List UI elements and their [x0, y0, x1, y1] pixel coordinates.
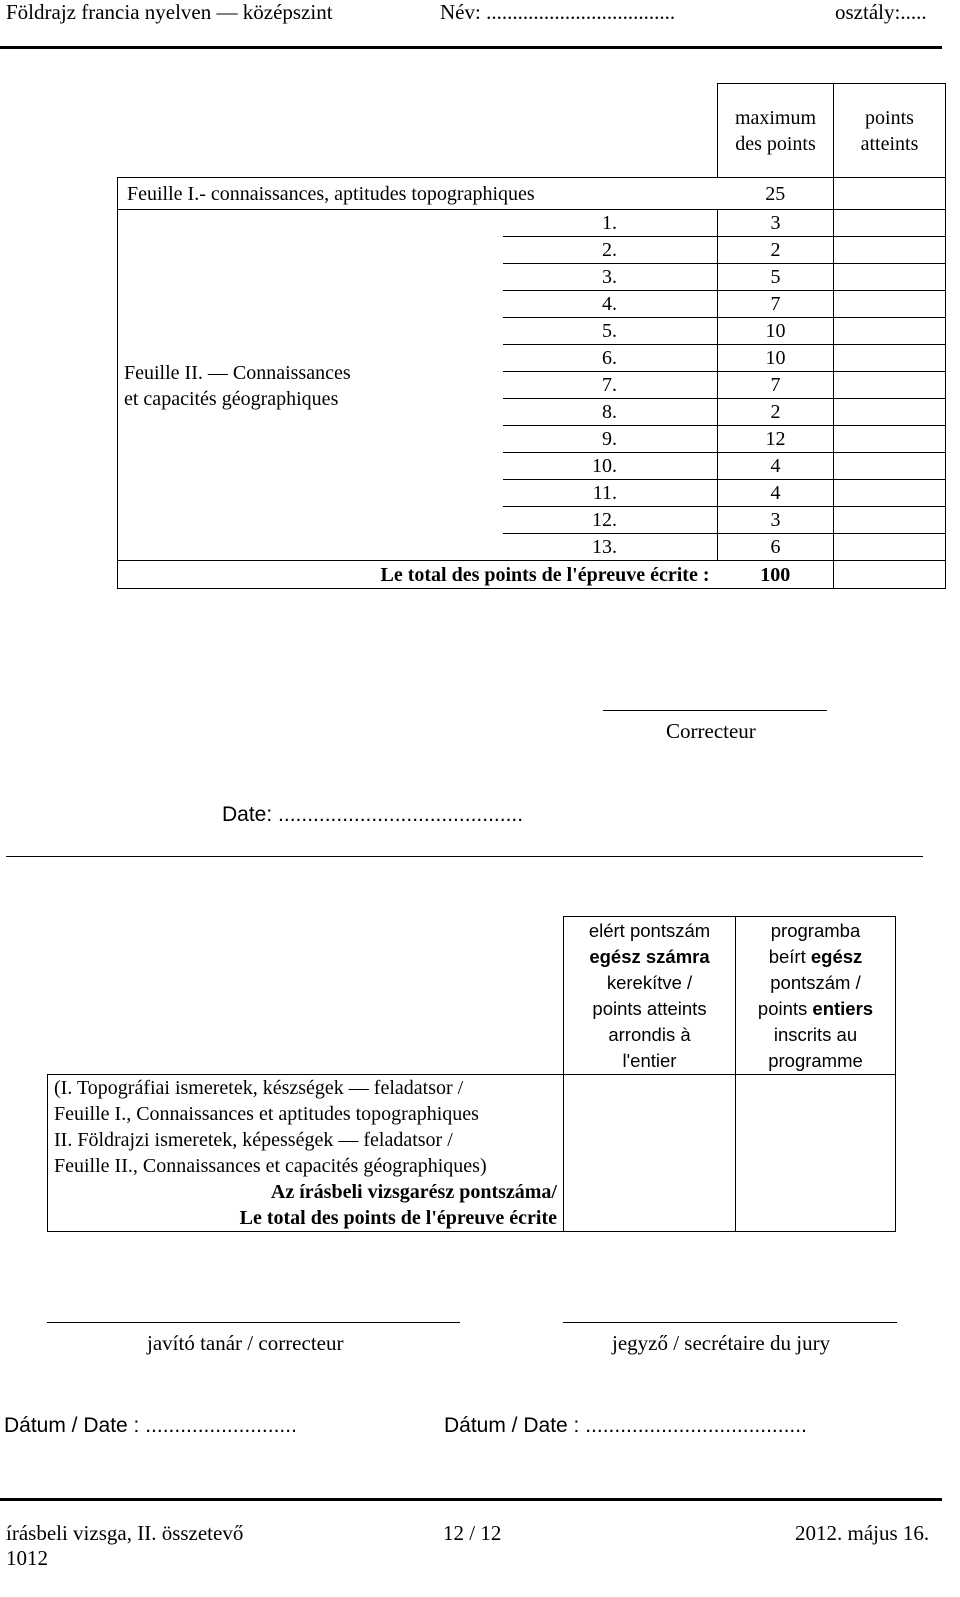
left-signature-label: javító tanár / correcteur: [147, 1331, 344, 1355]
section-rule: [6, 856, 923, 857]
item-max: 3: [718, 507, 834, 534]
item-num: 12.: [503, 507, 718, 534]
item-num: 10.: [503, 453, 718, 480]
item-max: 2: [718, 237, 834, 264]
item-num: 13.: [503, 534, 718, 561]
program-points-cell[interactable]: [736, 1075, 896, 1232]
item-got[interactable]: [834, 210, 946, 237]
summary-description: (I. Topográfiai ismeretek, készségek — feladatsor / Feuille I., Connaissances et aptitudes topographiques II. Földrajzi ismeretek, képességek — feladatsor / Feuille II., Connaissances et capacités géographiques) Az írásbeli vizsgarész pontszáma/ Le total des points de l'épreuve écrite: [48, 1075, 564, 1232]
rounded-points-header: elért pontszám egész számra kerekítve / points atteints arrondis à l'entier: [564, 917, 736, 1075]
header-class: osztály:.....: [835, 0, 927, 24]
col-got-header: points atteints: [834, 84, 946, 178]
item-max: 5: [718, 264, 834, 291]
sheet1-label: Feuille I.- connaissances, aptitudes topographiques: [118, 178, 718, 210]
item-got[interactable]: [834, 480, 946, 507]
left-signature-line: [47, 1322, 460, 1323]
footer-code: 1012: [6, 1546, 48, 1570]
header-title: Földrajz francia nyelven — középszint: [6, 0, 333, 24]
item-got[interactable]: [834, 507, 946, 534]
item-num: 2.: [503, 237, 718, 264]
header-name: Név: ....................................: [440, 0, 676, 24]
right-signature-label: jegyző / secrétaire du jury: [612, 1331, 831, 1355]
item-max: 6: [718, 534, 834, 561]
total-max: 100: [718, 561, 834, 589]
summary-table: [47, 916, 896, 1232]
item-got[interactable]: [834, 345, 946, 372]
right-signature-line: [563, 1322, 897, 1323]
item-num: 8.: [503, 399, 718, 426]
sheet1-max: 25: [718, 178, 834, 210]
item-max: 4: [718, 480, 834, 507]
item-max: 2: [718, 399, 834, 426]
item-num: 4.: [503, 291, 718, 318]
item-num: 3.: [503, 264, 718, 291]
item-got[interactable]: [834, 372, 946, 399]
item-num: 5.: [503, 318, 718, 345]
footer-left: írásbeli vizsga, II. összetevő: [6, 1521, 244, 1545]
item-got[interactable]: [834, 237, 946, 264]
header-rule: [0, 46, 942, 49]
item-max: 7: [718, 291, 834, 318]
date-left: Dátum / Date : ..........................: [4, 1414, 297, 1437]
score-table: [117, 83, 946, 589]
item-max: 12: [718, 426, 834, 453]
item-max: 4: [718, 453, 834, 480]
footer-page: 12 / 12: [443, 1521, 502, 1545]
item-got[interactable]: [834, 399, 946, 426]
date-line: Date: ..........................................: [222, 803, 524, 826]
item-got[interactable]: [834, 453, 946, 480]
sheet1-got[interactable]: [834, 178, 946, 210]
item-max: 7: [718, 372, 834, 399]
rounded-points-cell[interactable]: [564, 1075, 736, 1232]
total-label: Le total des points de l'épreuve écrite :: [118, 561, 718, 589]
item-got[interactable]: [834, 318, 946, 345]
item-num: 7.: [503, 372, 718, 399]
item-got[interactable]: [834, 426, 946, 453]
footer-rule: [0, 1498, 942, 1501]
footer-date: 2012. május 16.: [795, 1521, 930, 1545]
correcteur-label: Correcteur: [666, 719, 756, 743]
item-num: 1.: [503, 210, 718, 237]
item-got[interactable]: [834, 534, 946, 561]
total-got[interactable]: [834, 561, 946, 589]
item-got[interactable]: [834, 264, 946, 291]
item-max: 3: [718, 210, 834, 237]
sheet2-label: Feuille II. — Connaissances et capacités géographiques: [118, 210, 503, 561]
item-num: 11.: [503, 480, 718, 507]
item-num: 9.: [503, 426, 718, 453]
item-num: 6.: [503, 345, 718, 372]
item-got[interactable]: [834, 291, 946, 318]
item-max: 10: [718, 345, 834, 372]
date-right: Dátum / Date : ......................................: [444, 1414, 807, 1437]
item-max: 10: [718, 318, 834, 345]
col-max-header: maximum des points: [718, 84, 834, 178]
program-points-header: programba beírt egész pontszám / points entiers inscrits au programme: [736, 917, 896, 1075]
correcteur-signature-line: [603, 710, 827, 711]
